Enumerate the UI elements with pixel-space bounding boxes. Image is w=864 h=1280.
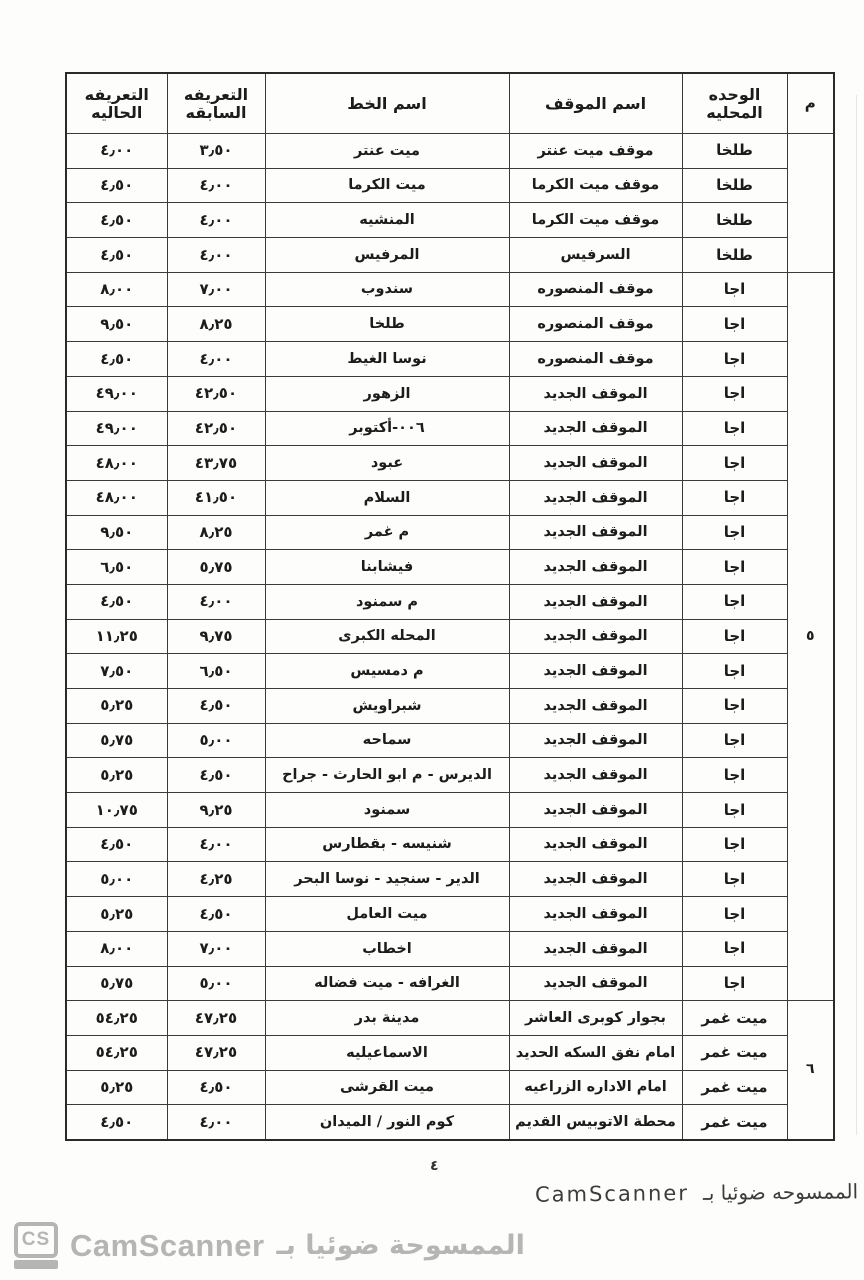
fare-table-body bbox=[66, 134, 834, 1140]
previous-fare-cell: ٥٫٠٠ bbox=[167, 966, 265, 1001]
line-name-cell: نوسا الغيط bbox=[265, 342, 509, 377]
group-number-cell bbox=[787, 134, 834, 273]
table-row bbox=[66, 827, 834, 862]
table-row bbox=[66, 1105, 834, 1140]
line-name-cell: المرفيس bbox=[265, 238, 509, 273]
current-fare-cell: ٨٫٠٠ bbox=[66, 272, 167, 307]
current-fare-cell: ٤٫٥٠ bbox=[66, 168, 167, 203]
line-name-cell: السلام bbox=[265, 480, 509, 515]
current-fare-cell: ٥٤٫٢٥ bbox=[66, 1035, 167, 1070]
current-fare-cell: ٥٫٧٥ bbox=[66, 966, 167, 1001]
line-name-cell: عبود bbox=[265, 446, 509, 481]
line-name-cell: سماحه bbox=[265, 723, 509, 758]
table-row bbox=[66, 550, 834, 585]
previous-fare-cell: ٤٫٥٠ bbox=[167, 758, 265, 793]
stop-name-cell: السرفيس bbox=[509, 238, 682, 273]
local-unit-cell: اجا bbox=[682, 550, 787, 585]
table-row bbox=[66, 654, 834, 689]
line-name-cell: شنيسه - بقطارس bbox=[265, 827, 509, 862]
local-unit-cell: اجا bbox=[682, 411, 787, 446]
local-unit-cell: اجا bbox=[682, 966, 787, 1001]
current-fare-cell: ٧٫٥٠ bbox=[66, 654, 167, 689]
table-row bbox=[66, 446, 834, 481]
current-fare-cell: ٥٤٫٢٥ bbox=[66, 1001, 167, 1036]
current-fare-cell: ٥٫٢٥ bbox=[66, 1070, 167, 1105]
handwritten-arabic-text: الممسوحه ضوئيا بـ bbox=[702, 1179, 859, 1205]
cs-logo-base bbox=[14, 1260, 58, 1269]
line-name-cell: م سمنود bbox=[265, 584, 509, 619]
previous-fare-cell: ٤٫٢٥ bbox=[167, 862, 265, 897]
line-name-cell: الغرافه - ميت فضاله bbox=[265, 966, 509, 1001]
current-fare-cell: ٤٩٫٠٠ bbox=[66, 376, 167, 411]
line-name-cell: الزهور bbox=[265, 376, 509, 411]
table-row bbox=[66, 134, 834, 169]
local-unit-cell: اجا bbox=[682, 897, 787, 932]
stop-name-cell: الموقف الجديد bbox=[509, 862, 682, 897]
stop-name-cell: الموقف الجديد bbox=[509, 654, 682, 689]
current-fare-cell: ٤٫٠٠ bbox=[66, 134, 167, 169]
camscanner-arabic-text: الممسوحة ضوئيا بـ bbox=[276, 1230, 525, 1261]
current-fare-cell: ٥٫٠٠ bbox=[66, 862, 167, 897]
header-local-unit: الوحده المحليه bbox=[682, 73, 787, 134]
line-name-cell: ميت العامل bbox=[265, 897, 509, 932]
previous-fare-cell: ٩٫٢٥ bbox=[167, 793, 265, 828]
previous-fare-cell: ٤٣٫٧٥ bbox=[167, 446, 265, 481]
line-name-cell: شبراويش bbox=[265, 689, 509, 724]
table-row bbox=[66, 480, 834, 515]
fare-table bbox=[65, 72, 835, 1141]
previous-fare-cell: ٤٫٠٠ bbox=[167, 584, 265, 619]
table-row bbox=[66, 1035, 834, 1070]
table-row bbox=[66, 376, 834, 411]
local-unit-cell: اجا bbox=[682, 376, 787, 411]
stop-name-cell: امام نفق السكه الحديد bbox=[509, 1035, 682, 1070]
previous-fare-cell: ٤٧٫٢٥ bbox=[167, 1035, 265, 1070]
stop-name-cell: الموقف الجديد bbox=[509, 515, 682, 550]
line-name-cell: سمنود bbox=[265, 793, 509, 828]
handwritten-brand-text: CamScanner bbox=[534, 1181, 689, 1207]
previous-fare-cell: ٩٫٧٥ bbox=[167, 619, 265, 654]
table-row bbox=[66, 931, 834, 966]
stop-name-cell: الموقف الجديد bbox=[509, 446, 682, 481]
stop-name-cell: الموقف الجديد bbox=[509, 376, 682, 411]
current-fare-cell: ٤٫٥٠ bbox=[66, 827, 167, 862]
previous-fare-cell: ٨٫٢٥ bbox=[167, 307, 265, 342]
header-current-fare: التعريفه الحاليه bbox=[66, 73, 167, 134]
group-number-cell: ٦ bbox=[787, 1001, 834, 1140]
stop-name-cell: بجوار كوبرى العاشر bbox=[509, 1001, 682, 1036]
table-row bbox=[66, 793, 834, 828]
table-row bbox=[66, 1001, 834, 1036]
current-fare-cell: ٦٫٥٠ bbox=[66, 550, 167, 585]
local-unit-cell: ميت غمر bbox=[682, 1070, 787, 1105]
current-fare-cell: ١٠٫٧٥ bbox=[66, 793, 167, 828]
previous-fare-cell: ٤٫٥٠ bbox=[167, 689, 265, 724]
table-header-row bbox=[66, 73, 834, 134]
stop-name-cell: الموقف الجديد bbox=[509, 966, 682, 1001]
local-unit-cell: اجا bbox=[682, 619, 787, 654]
line-name-cell: الديرس - م ابو الحارث - جراح bbox=[265, 758, 509, 793]
line-name-cell: الدير - سنجيد - نوسا البحر bbox=[265, 862, 509, 897]
stop-name-cell: امام الاداره الزراعيه bbox=[509, 1070, 682, 1105]
table-row bbox=[66, 515, 834, 550]
line-name-cell: ميت القرشى bbox=[265, 1070, 509, 1105]
current-fare-cell: ٤٫٥٠ bbox=[66, 203, 167, 238]
current-fare-cell: ١١٫٢٥ bbox=[66, 619, 167, 654]
cs-logo-letters: CS bbox=[14, 1222, 58, 1258]
stop-name-cell: الموقف الجديد bbox=[509, 619, 682, 654]
table-row bbox=[66, 862, 834, 897]
line-name-cell: سندوب bbox=[265, 272, 509, 307]
current-fare-cell: ٥٫٧٥ bbox=[66, 723, 167, 758]
current-fare-cell: ٤٨٫٠٠ bbox=[66, 446, 167, 481]
local-unit-cell: اجا bbox=[682, 307, 787, 342]
stop-name-cell: محطة الاتوبيس القديم bbox=[509, 1105, 682, 1140]
header-stop-name: اسم الموقف bbox=[509, 73, 682, 134]
local-unit-cell: اجا bbox=[682, 931, 787, 966]
previous-fare-cell: ٤٫٠٠ bbox=[167, 827, 265, 862]
stop-name-cell: موقف المنصوره bbox=[509, 342, 682, 377]
local-unit-cell: طلخا bbox=[682, 168, 787, 203]
current-fare-cell: ٩٫٥٠ bbox=[66, 307, 167, 342]
local-unit-cell: اجا bbox=[682, 654, 787, 689]
current-fare-cell: ٨٫٠٠ bbox=[66, 931, 167, 966]
line-name-cell: ٠٠٦-أكتوبر bbox=[265, 411, 509, 446]
local-unit-cell: ميت غمر bbox=[682, 1105, 787, 1140]
line-name-cell: م غمر bbox=[265, 515, 509, 550]
stop-name-cell: الموقف الجديد bbox=[509, 758, 682, 793]
table-row bbox=[66, 897, 834, 932]
stop-name-cell: الموقف الجديد bbox=[509, 723, 682, 758]
line-name-cell: الاسماعيليه bbox=[265, 1035, 509, 1070]
stop-name-cell: الموقف الجديد bbox=[509, 480, 682, 515]
stop-name-cell: الموقف الجديد bbox=[509, 827, 682, 862]
previous-fare-cell: ٣٫٥٠ bbox=[167, 134, 265, 169]
local-unit-cell: ميت غمر bbox=[682, 1001, 787, 1036]
local-unit-cell: اجا bbox=[682, 827, 787, 862]
previous-fare-cell: ٦٫٥٠ bbox=[167, 654, 265, 689]
table-row bbox=[66, 307, 834, 342]
previous-fare-cell: ٥٫٧٥ bbox=[167, 550, 265, 585]
line-name-cell: فيشابنا bbox=[265, 550, 509, 585]
table-row bbox=[66, 272, 834, 307]
table-row bbox=[66, 411, 834, 446]
header-num: م bbox=[787, 73, 834, 134]
previous-fare-cell: ٤٧٫٢٥ bbox=[167, 1001, 265, 1036]
stop-name-cell: الموقف الجديد bbox=[509, 931, 682, 966]
table-row bbox=[66, 758, 834, 793]
scan-edge-artifact bbox=[856, 95, 857, 1135]
stop-name-cell: موقف المنصوره bbox=[509, 307, 682, 342]
table-row bbox=[66, 966, 834, 1001]
camscanner-brand-text: CamScanner bbox=[70, 1227, 265, 1263]
current-fare-cell: ٤٫٥٠ bbox=[66, 1105, 167, 1140]
previous-fare-cell: ٤١٫٥٠ bbox=[167, 480, 265, 515]
header-previous-fare: التعريفه السابقه bbox=[167, 73, 265, 134]
previous-fare-cell: ٤٫٠٠ bbox=[167, 238, 265, 273]
stop-name-cell: موقف ميت الكرما bbox=[509, 168, 682, 203]
previous-fare-cell: ٤٫٠٠ bbox=[167, 168, 265, 203]
camscanner-footer bbox=[14, 1222, 525, 1269]
previous-fare-cell: ٤٢٫٥٠ bbox=[167, 376, 265, 411]
current-fare-cell: ٥٫٢٥ bbox=[66, 689, 167, 724]
stop-name-cell: الموقف الجديد bbox=[509, 584, 682, 619]
camscanner-logo-icon bbox=[14, 1222, 58, 1269]
previous-fare-cell: ٤٢٫٥٠ bbox=[167, 411, 265, 446]
local-unit-cell: اجا bbox=[682, 862, 787, 897]
local-unit-cell: طلخا bbox=[682, 238, 787, 273]
stop-name-cell: موقف ميت عنتر bbox=[509, 134, 682, 169]
local-unit-cell: اجا bbox=[682, 515, 787, 550]
line-name-cell: مدينة بدر bbox=[265, 1001, 509, 1036]
current-fare-cell: ٤٫٥٠ bbox=[66, 238, 167, 273]
table-row bbox=[66, 689, 834, 724]
local-unit-cell: اجا bbox=[682, 272, 787, 307]
local-unit-cell: ميت غمر bbox=[682, 1035, 787, 1070]
local-unit-cell: اجا bbox=[682, 689, 787, 724]
previous-fare-cell: ٤٫٠٠ bbox=[167, 203, 265, 238]
previous-fare-cell: ٧٫٠٠ bbox=[167, 931, 265, 966]
local-unit-cell: اجا bbox=[682, 584, 787, 619]
table-row bbox=[66, 723, 834, 758]
table-row bbox=[66, 168, 834, 203]
current-fare-cell: ٤٫٥٠ bbox=[66, 584, 167, 619]
stop-name-cell: الموقف الجديد bbox=[509, 897, 682, 932]
local-unit-cell: طلخا bbox=[682, 134, 787, 169]
table-row bbox=[66, 203, 834, 238]
handwritten-watermark bbox=[535, 1179, 858, 1206]
page-number: ٤ bbox=[430, 1158, 439, 1174]
local-unit-cell: اجا bbox=[682, 758, 787, 793]
stop-name-cell: الموقف الجديد bbox=[509, 689, 682, 724]
line-name-cell: اخطاب bbox=[265, 931, 509, 966]
local-unit-cell: اجا bbox=[682, 342, 787, 377]
line-name-cell: المنشيه bbox=[265, 203, 509, 238]
line-name-cell: طلخا bbox=[265, 307, 509, 342]
table-row bbox=[66, 342, 834, 377]
table-row bbox=[66, 1070, 834, 1105]
header-line-name: اسم الخط bbox=[265, 73, 509, 134]
previous-fare-cell: ٤٫٠٠ bbox=[167, 1105, 265, 1140]
stop-name-cell: الموقف الجديد bbox=[509, 793, 682, 828]
previous-fare-cell: ٨٫٢٥ bbox=[167, 515, 265, 550]
stop-name-cell: موقف المنصوره bbox=[509, 272, 682, 307]
line-name-cell: م دمسيس bbox=[265, 654, 509, 689]
current-fare-cell: ٤٩٫٠٠ bbox=[66, 411, 167, 446]
current-fare-cell: ٥٫٢٥ bbox=[66, 758, 167, 793]
local-unit-cell: اجا bbox=[682, 446, 787, 481]
local-unit-cell: اجا bbox=[682, 480, 787, 515]
table-row bbox=[66, 619, 834, 654]
table-row bbox=[66, 238, 834, 273]
previous-fare-cell: ٤٫٥٠ bbox=[167, 1070, 265, 1105]
local-unit-cell: اجا bbox=[682, 723, 787, 758]
stop-name-cell: موقف ميت الكرما bbox=[509, 203, 682, 238]
table-row bbox=[66, 584, 834, 619]
current-fare-cell: ٤٫٥٠ bbox=[66, 342, 167, 377]
previous-fare-cell: ٤٫٠٠ bbox=[167, 342, 265, 377]
local-unit-cell: طلخا bbox=[682, 203, 787, 238]
line-name-cell: المحله الكبرى bbox=[265, 619, 509, 654]
current-fare-cell: ٩٫٥٠ bbox=[66, 515, 167, 550]
local-unit-cell: اجا bbox=[682, 793, 787, 828]
stop-name-cell: الموقف الجديد bbox=[509, 550, 682, 585]
previous-fare-cell: ٤٫٥٠ bbox=[167, 897, 265, 932]
stop-name-cell: الموقف الجديد bbox=[509, 411, 682, 446]
line-name-cell: كوم النور / الميدان bbox=[265, 1105, 509, 1140]
line-name-cell: ميت الكرما bbox=[265, 168, 509, 203]
current-fare-cell: ٤٨٫٠٠ bbox=[66, 480, 167, 515]
previous-fare-cell: ٧٫٠٠ bbox=[167, 272, 265, 307]
line-name-cell: ميت عنتر bbox=[265, 134, 509, 169]
previous-fare-cell: ٥٫٠٠ bbox=[167, 723, 265, 758]
group-number-cell: ٥ bbox=[787, 272, 834, 1000]
current-fare-cell: ٥٫٢٥ bbox=[66, 897, 167, 932]
